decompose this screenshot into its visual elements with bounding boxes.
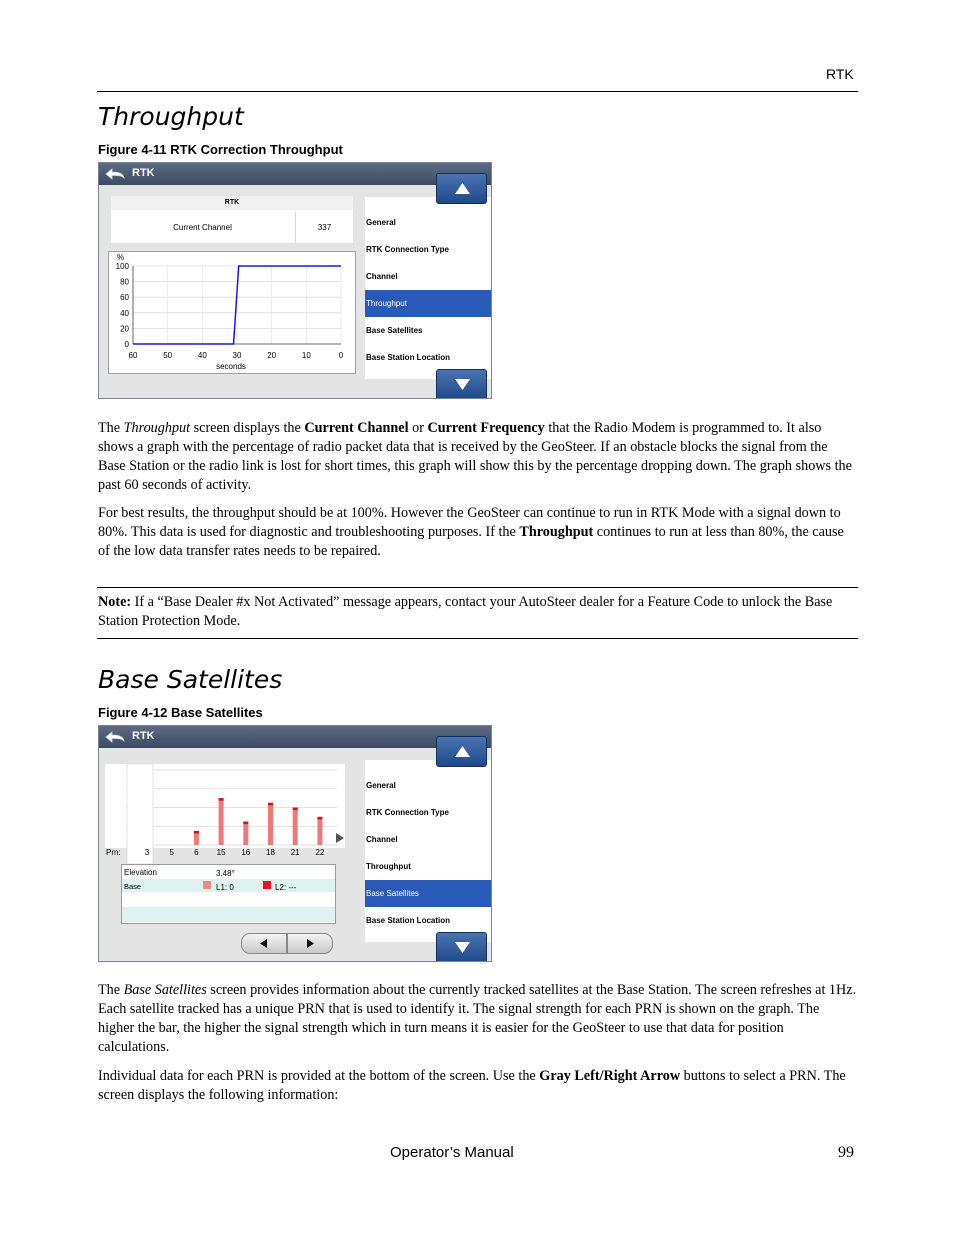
y-tick-label: 40	[120, 308, 129, 318]
x-tick-label: 20	[267, 351, 277, 360]
back-arrow-icon[interactable]	[104, 166, 126, 182]
signal-bar-cap	[317, 817, 322, 820]
prn-tick-label: 21	[290, 848, 300, 857]
satellite-signal-panel	[105, 764, 345, 857]
scroll-up-button[interactable]	[436, 173, 487, 204]
signal-bar	[243, 822, 248, 845]
prn-info-panel	[121, 864, 336, 924]
section-title-throughput: Throughput	[98, 102, 244, 131]
channel-table	[111, 196, 353, 243]
triangle-right-icon	[288, 934, 332, 953]
settings-menu	[365, 760, 492, 942]
triangle-down-icon	[454, 941, 471, 954]
prn-tick-label: 16	[241, 848, 251, 857]
section-title-base-satellites: Base Satellites	[98, 665, 283, 694]
l1-swatch	[203, 881, 211, 889]
prn-tick-label: 3	[144, 848, 150, 857]
x-tick-label: 60	[128, 351, 138, 360]
menu-item-general[interactable]: General	[366, 218, 396, 227]
screen-titlebar	[99, 726, 491, 748]
y-tick-label: 100	[115, 262, 129, 271]
menu-item-base-satellites[interactable]: Base Satellites	[365, 880, 492, 907]
scroll-down-button[interactable]	[436, 369, 487, 399]
menu-item-general[interactable]: General	[366, 781, 396, 790]
back-arrow-icon[interactable]	[104, 729, 126, 745]
signal-bar-cap	[268, 803, 273, 806]
signal-bar-cap	[293, 808, 298, 811]
menu-item-throughput[interactable]: Throughput	[365, 290, 492, 317]
header-rule	[97, 91, 858, 92]
menu-item-base-station-location[interactable]: Base Station Location	[366, 916, 451, 925]
menu-item-rtk-connection-type[interactable]: RTK Connection Type	[366, 808, 449, 817]
settings-menu	[365, 197, 492, 379]
satellite-signal-chart	[105, 764, 355, 864]
scroll-up-button[interactable]	[436, 736, 487, 767]
current-channel-value: 337	[295, 212, 353, 243]
triangle-left-icon	[242, 934, 286, 953]
y-axis-label: %	[117, 253, 125, 262]
elevation-value: 3.48°	[216, 869, 235, 878]
note-bottom-rule	[97, 638, 858, 639]
base-satellites-paragraph-2: Individual data for each PRN is provided at the bottom of the screen. Use the Gray Left/Right Arrow buttons to select a PRN. The screen displays the following information:	[98, 1068, 846, 1103]
signal-bar	[268, 803, 273, 845]
throughput-chart	[109, 252, 355, 373]
running-header: RTK	[826, 66, 854, 82]
prn-navigation	[241, 933, 333, 954]
triangle-up-icon	[454, 182, 471, 195]
y-tick-label: 0	[124, 340, 129, 349]
menu-item-throughput[interactable]: Throughput	[366, 862, 411, 871]
throughput-paragraph-1: The Throughput screen displays the Current Channel or Current Frequency that the Radio Modem is programmed to. It also shows a graph with the percentage of radio packet data that is received by the GeoSteer. If an obstacle blocks the signal from the Base Station or the radio link is lost for short times, this graph will show this by the percentage dropping down. The graph shows the past 60 seconds of activity.	[98, 420, 852, 493]
prn-info-table	[122, 865, 335, 923]
throughput-graph	[108, 251, 356, 374]
l2-swatch	[263, 881, 271, 889]
x-axis-label: seconds	[216, 362, 246, 371]
base-satellites-paragraph-1: The Base Satellites screen provides information about the currently tracked satellites at the Base Station. The screen refreshes at 1Hz. Each satellite tracked has a unique PRN that is used to identify it. The signal strength for each PRN is shown on the graph. The higher the bar, the higher the signal strength which in turn means it is easier for the GeoSteer to use that data for position calculations.	[98, 982, 857, 1055]
base-label: Base	[124, 882, 142, 891]
l2-value: L2: ---	[275, 883, 297, 892]
signal-bar	[219, 798, 224, 845]
y-tick-label: 60	[120, 293, 129, 303]
x-tick-label: 0	[338, 351, 344, 360]
x-tick-label: 10	[301, 351, 311, 360]
l1-value: L1: 0	[216, 883, 234, 892]
y-tick-label: 20	[120, 324, 129, 334]
scroll-down-button[interactable]	[436, 932, 487, 962]
current-channel-label: Current Channel	[173, 223, 232, 232]
signal-bar-cap	[219, 798, 224, 801]
signal-bar	[293, 808, 298, 846]
screen-title: RTK	[132, 167, 155, 179]
signal-bar-cap	[194, 831, 199, 834]
menu-item-base-station-location[interactable]: Base Station Location	[366, 353, 451, 362]
prn-tick-label: 22	[315, 848, 325, 857]
prn-tick-label: 18	[266, 848, 275, 857]
note-top-rule	[97, 587, 858, 588]
prn-label: Prn:	[106, 848, 121, 857]
x-tick-label: 50	[163, 351, 173, 360]
x-tick-label: 30	[232, 351, 242, 360]
screen-title: RTK	[132, 730, 155, 742]
x-tick-label: 40	[197, 351, 207, 360]
scroll-right-marker-icon	[336, 833, 344, 843]
footer-manual-title: Operator’s Manual	[390, 1144, 514, 1161]
y-tick-label: 80	[120, 277, 129, 287]
menu-item-rtk-connection-type[interactable]: RTK Connection Type	[366, 245, 449, 254]
figure-caption-4-11: Figure 4-11 RTK Correction Throughput	[98, 142, 343, 157]
menu-item-base-satellites[interactable]: Base Satellites	[366, 326, 423, 335]
menu-item-channel[interactable]: Channel	[366, 835, 398, 844]
figure-caption-4-12: Figure 4-12 Base Satellites	[98, 705, 263, 720]
elevation-label: Elevation	[124, 868, 157, 877]
triangle-down-icon	[454, 378, 471, 391]
signal-bar-cap	[243, 822, 248, 825]
table-header: RTK	[111, 196, 353, 210]
page-number: 99	[838, 1144, 854, 1161]
prn-tick-label: 15	[216, 848, 226, 857]
base-satellites-screen	[98, 725, 492, 962]
prn-tick-label: 6	[194, 848, 199, 857]
throughput-paragraph-2: For best results, the throughput should be at 100%. However the GeoSteer can continue to run in RTK Mode with a signal down to 80%. This data is used for diagnostic and troubleshooting purposes. If the Throughput continues to run at less than 80%, the cause of the low data transfer rates needs to be repaired.	[98, 505, 844, 559]
throughput-screen	[98, 162, 492, 399]
screen-titlebar	[99, 163, 491, 185]
prn-right-button[interactable]	[287, 933, 333, 954]
triangle-up-icon	[454, 745, 471, 758]
note-paragraph: Note: If a “Base Dealer #x Not Activated” message appears, contact your AutoSteer dealer for a Feature Code to unlock the Base Station Protection Mode.	[98, 594, 833, 629]
menu-item-channel[interactable]: Channel	[366, 272, 398, 281]
signal-bar	[317, 817, 322, 845]
prn-left-button[interactable]	[241, 933, 287, 954]
prn-tick-label: 5	[169, 848, 174, 857]
